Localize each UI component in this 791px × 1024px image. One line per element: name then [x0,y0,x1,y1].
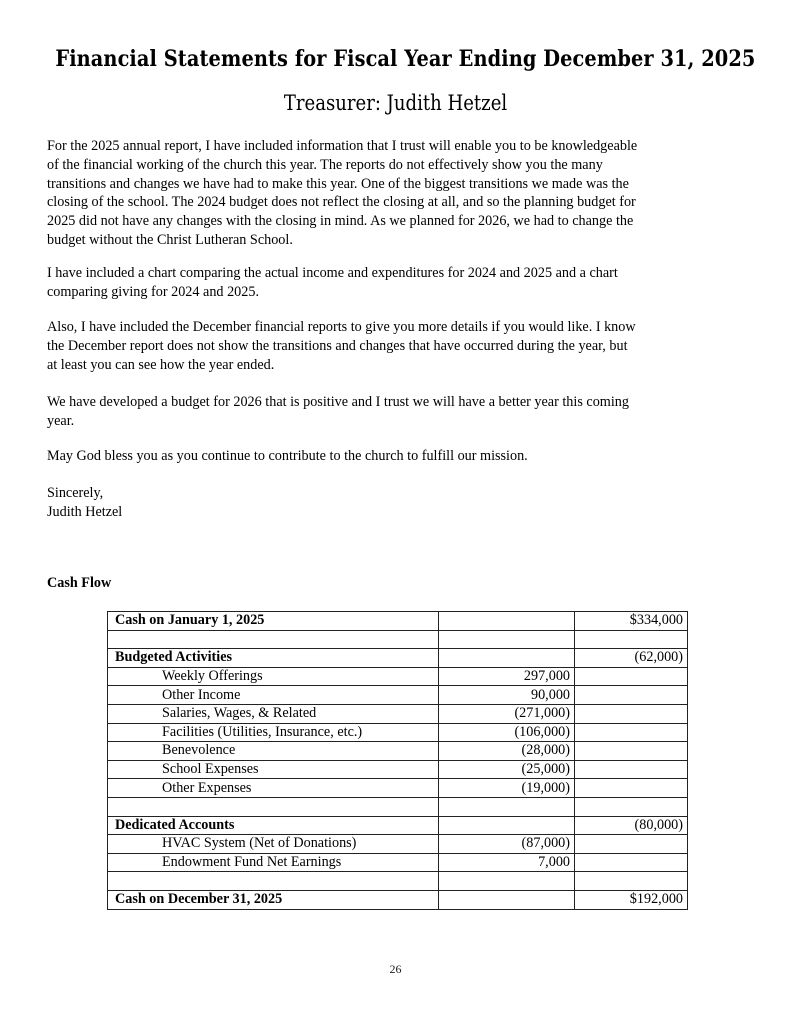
row-detail-amount: (271,000) [439,704,575,723]
table-row [108,797,688,816]
row-total-amount [575,779,688,798]
table-row [108,853,688,872]
row-label: Budgeted Activities [108,649,439,668]
text-line: For the 2025 annual report, I have included information that I trust will enable you to be knowledgeable [47,138,638,154]
row-detail-amount: (106,000) [439,723,575,742]
text-line: the December report does not show the transitions and changes that have occurred during the year, but [47,337,628,354]
table-row [108,816,688,835]
row-total-amount: $334,000 [575,612,688,631]
row-total-amount [575,704,688,723]
page-number: 26 [389,962,402,976]
row-detail-amount [439,816,575,835]
row-label: Endowment Fund Net Earnings [108,853,439,872]
row-detail-amount: (19,000) [439,779,575,798]
table-row [108,779,688,798]
row-label: Other Expenses [108,779,439,798]
row-total-amount [575,667,688,686]
table-row [108,649,688,668]
row-total-amount: (80,000) [575,816,688,835]
row-total-amount [575,853,688,872]
table-row [108,835,688,854]
row-detail-amount: 7,000 [439,853,575,872]
row-detail-amount: (25,000) [439,760,575,779]
row-label: Benevolence [108,742,439,761]
row-detail-amount: 90,000 [439,686,575,705]
text-line: of the financial working of the church this year. The reports do not effectively show you the many [47,156,603,173]
row-label [108,797,439,816]
table-row [108,890,688,909]
row-total-amount [575,723,688,742]
table-row [108,630,688,649]
row-label [108,872,439,891]
table-row [108,704,688,723]
row-label: Salaries, Wages, & Related [108,704,439,723]
page-title: Financial Statements for Fiscal Year Ending December 31, 2025 [55,46,756,72]
row-total-amount: $192,000 [575,890,688,909]
text-line: I have included a chart comparing the actual income and expenditures for 2024 and 2025 and a chart [47,265,618,281]
row-detail-amount [439,872,575,891]
intro-paragraph [47,137,747,250]
signature-name: Judith Hetzel [47,503,123,520]
cash-flow-heading: Cash Flow [47,575,112,591]
row-label: Dedicated Accounts [108,816,439,835]
row-detail-amount: (87,000) [439,835,575,854]
text-line: 2025 did not have any changes with the closing in mind. As we planned for 2026, we had to change the [47,213,634,230]
row-total-amount [575,797,688,816]
budget-paragraph [47,393,747,431]
cash-flow-table [107,611,688,910]
table-row [108,686,688,705]
row-label: School Expenses [108,760,439,779]
page-subtitle: Treasurer: Judith Hetzel [283,91,508,115]
reports-paragraph [47,318,747,374]
blessing-paragraph [47,447,747,466]
table-row [108,742,688,761]
text-line: budget without the Christ Lutheran School. [47,231,293,248]
row-total-amount [575,630,688,649]
table-row [108,760,688,779]
text-line: comparing giving for 2024 and 2025. [47,283,259,300]
row-detail-amount [439,649,575,668]
row-detail-amount: 297,000 [439,667,575,686]
row-label: Other Income [108,686,439,705]
row-detail-amount [439,797,575,816]
row-total-amount [575,760,688,779]
row-label [108,630,439,649]
row-label: Cash on January 1, 2025 [108,612,439,631]
row-total-amount: (62,000) [575,649,688,668]
row-total-amount [575,872,688,891]
table-row [108,667,688,686]
row-total-amount [575,686,688,705]
table-row [108,723,688,742]
text-line: Also, I have included the December financial reports to give you more details if you would like. I know [47,319,636,335]
charts-paragraph [47,264,747,302]
signature-block [47,484,747,522]
table-row [108,872,688,891]
row-detail-amount [439,890,575,909]
text-line: closing of the school. The 2024 budget does not reflect the closing at all, and so the planning budget for [47,194,636,211]
row-detail-amount: (28,000) [439,742,575,761]
row-label: Facilities (Utilities, Insurance, etc.) [108,723,439,742]
row-label: Weekly Offerings [108,667,439,686]
row-total-amount [575,835,688,854]
table-row [108,612,688,631]
text-line: at least you can see how the year ended. [47,356,275,373]
row-detail-amount [439,612,575,631]
text-line: We have developed a budget for 2026 that is positive and I trust we will have a better year this coming [47,394,629,410]
text-line: May God bless you as you continue to contribute to the church to fulfill our mission. [47,448,528,464]
row-label: Cash on December 31, 2025 [108,890,439,909]
row-total-amount [575,742,688,761]
row-label: HVAC System (Net of Donations) [108,835,439,854]
text-line: transitions and changes we have had to make this year. One of the biggest transitions we made was the [47,175,629,192]
closing-text: Sincerely, [47,485,104,501]
row-detail-amount [439,630,575,649]
text-line: year. [47,412,75,429]
